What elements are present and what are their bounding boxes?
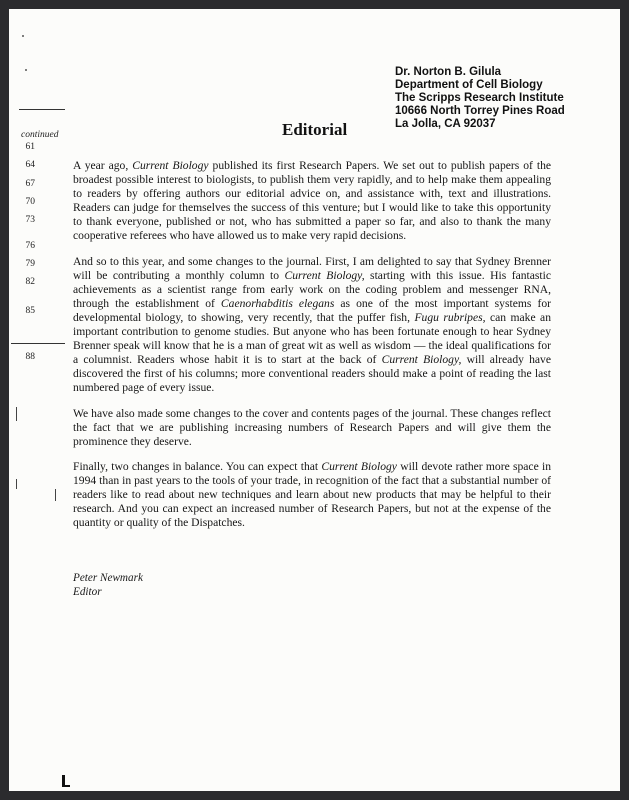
signature-role: Editor <box>73 586 102 598</box>
text-run: can make an important contribution to genome studies. But anyone who has been fortunate enough to hear Sydney Brenner speak will know that he is a man of great wit as well as wisdom — the ideal qualifications for a columnist. Readers whose habit it is to start at the back of <box>73 310 551 367</box>
page-number: 88 <box>25 352 35 362</box>
margin-rule-top <box>19 109 65 110</box>
page-number: 70 <box>25 197 35 207</box>
paragraph <box>73 407 551 449</box>
crop-mark <box>62 775 65 787</box>
address-line: La Jolla, CA 92037 <box>395 118 496 130</box>
text-run: will devote rather more space in 1994 than in past years to the tools of your trade, in recognition of the fact that a substantial number of readers like to read about new techniques and learn about new products that may be helpful to their research. And you can expect an increased number of Research Papers, but not at the expense of the quantity or quality of the Dispatches. <box>73 459 551 530</box>
paragraph <box>73 159 551 244</box>
page-number: 64 <box>25 160 35 170</box>
text-run: A year ago, <box>73 159 133 172</box>
address-line: Dr. Norton B. Gilula <box>395 66 502 78</box>
signature-name: Peter Newmark <box>73 572 143 584</box>
italic-run: Caenorhabditis elegans <box>220 296 335 310</box>
text-run: published its first Research Papers. We set out to publish papers of the broadest possible interest to biologists, to publish them very rapidly, and to help make them appealing to readers by offering authors our editorial advice on, and assistance with, text and illustrations. Readers can judge for themselves the success of this venture; but I would like to take this opportunity to thank everyone, published or not, who has submitted a paper so far, and also to thank the many cooperative referees who have allowed us to make very rapid decisions. <box>73 159 552 243</box>
text-run: will already have discovered the first of his columns; more conventional readers should make a point of reading the last numbered page of every issue. <box>73 353 551 395</box>
italic-run: Current Biology, <box>284 268 365 282</box>
italic-run: Current Biology <box>321 459 397 473</box>
editorial-body <box>73 159 551 541</box>
italic-run: Current Biology <box>132 159 209 172</box>
margin-tick <box>16 479 17 489</box>
address-stamp <box>395 66 565 131</box>
scan-speck <box>22 35 24 37</box>
continued-label: continued <box>21 130 59 140</box>
text-run: as one of the most important systems for developmental biology, to showing, very recently, that the puffer fish, <box>73 296 551 324</box>
paragraph <box>73 255 551 396</box>
text-run: starting with this issue. His fantastic achievements as a scientist range from early work on the coding problem and messenger RNA, through the establishment of <box>73 268 551 310</box>
address-line: 10666 North Torrey Pines Road <box>395 105 565 117</box>
page-number: 76 <box>25 241 35 251</box>
text-run: Finally, two changes in balance. You can expect that <box>73 459 322 473</box>
page-title: Editorial <box>282 120 348 139</box>
address-line: The Scripps Research Institute <box>395 92 564 104</box>
signature <box>73 571 143 599</box>
italic-run: Current Biology, <box>381 353 462 367</box>
page-number: 61 <box>25 142 35 152</box>
margin-tick <box>55 489 56 501</box>
page-number: 67 <box>25 179 35 189</box>
page-number: 79 <box>25 259 35 269</box>
page-number: 85 <box>25 306 35 316</box>
margin-tick <box>16 407 17 421</box>
paragraph <box>73 460 551 530</box>
document-page <box>9 9 620 791</box>
page-number: 73 <box>25 215 35 225</box>
text-run: We have also made some changes to the cover and contents pages of the journal. These changes reflect the fact that we are publishing increasing numbers of Research Papers and will give them the prominence they deserve. <box>73 406 551 448</box>
address-line: Department of Cell Biology <box>395 79 543 91</box>
italic-run: Fugu rubripes, <box>414 310 486 324</box>
text-run: And so to this year, and some changes to the journal. First, I am delighted to say that Sydney Brenner will be contributing a monthly column to <box>73 254 551 282</box>
page-number: 82 <box>25 277 35 287</box>
scan-speck <box>25 69 27 71</box>
margin-rule-bottom <box>11 343 65 344</box>
